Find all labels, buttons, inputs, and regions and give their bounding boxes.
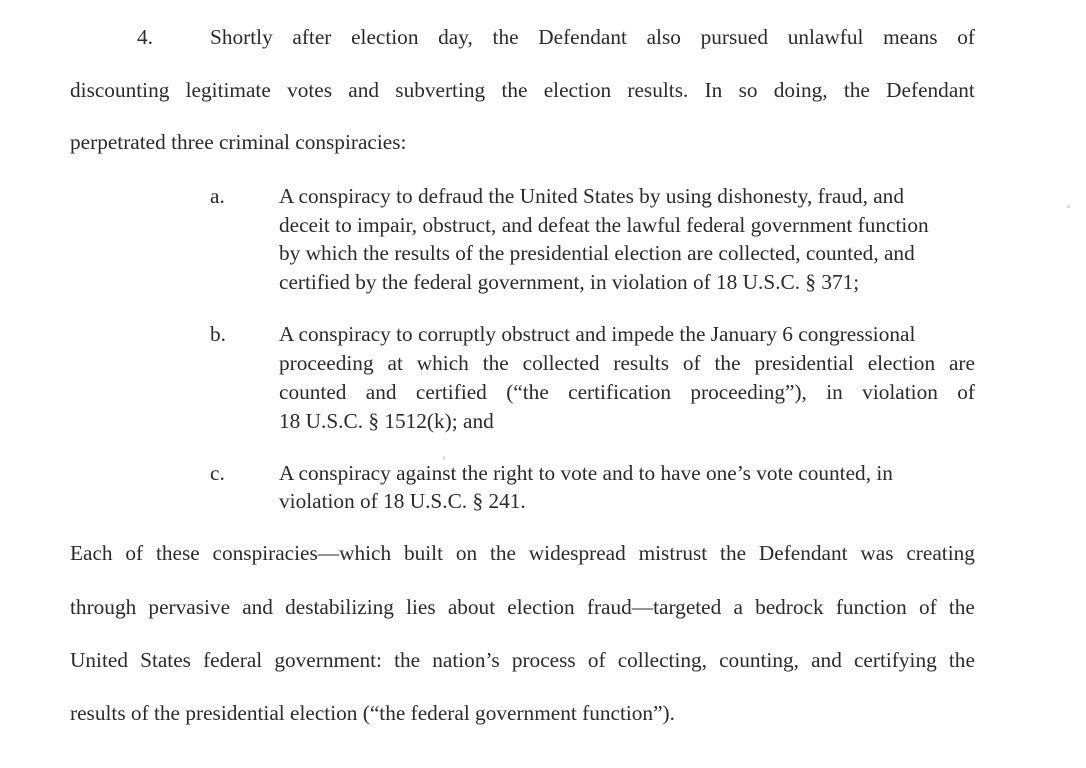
- closing-line-4: results of the presidential election (“the federal government function”).: [70, 701, 675, 725]
- word: the: [489, 541, 516, 565]
- item-a-line-1: A conspiracy to defraud the United States by using dishonesty, fraud, and: [279, 184, 904, 208]
- word: Defendant: [886, 78, 975, 102]
- word: Shortly: [210, 25, 273, 49]
- word: doing,: [773, 78, 828, 102]
- item-a-line-2: deceit to impair, obstruct, and defeat the lawful federal government function: [279, 213, 929, 237]
- word: so: [738, 78, 758, 102]
- word: nation’s: [432, 648, 500, 672]
- word: the: [394, 648, 421, 672]
- word: certification: [568, 380, 672, 404]
- word: election: [507, 595, 575, 619]
- word: bedrock: [755, 595, 824, 619]
- word: the: [948, 595, 975, 619]
- word: of: [125, 541, 144, 565]
- word: of: [957, 25, 975, 49]
- word: discounting: [70, 78, 170, 102]
- word: United: [70, 648, 128, 672]
- word: and: [811, 648, 842, 672]
- item-b-line-2-justified: [279, 353, 975, 374]
- word: election: [867, 351, 936, 375]
- intro-line-1-justified: [210, 27, 975, 48]
- word: unlawful: [787, 25, 864, 49]
- word: subverting: [395, 78, 486, 102]
- word: Each: [70, 541, 113, 565]
- word: of: [957, 380, 975, 404]
- word: presidential: [754, 351, 854, 375]
- closing-line-1-justified: [70, 543, 975, 564]
- paragraph-number: 4.: [137, 25, 153, 49]
- word: and: [365, 380, 397, 404]
- word: fraud—targeted: [586, 595, 722, 619]
- item-a-line-4: certified by the federal government, in violation of 18 U.S.C. § 371;: [279, 270, 860, 294]
- word: the: [492, 25, 519, 49]
- word: (“the: [506, 380, 549, 404]
- item-a-line-3: by which the results of the presidential election are collected, counted, and: [279, 241, 915, 265]
- word: in: [826, 380, 843, 404]
- scan-speck: [443, 456, 445, 460]
- closing-line-2-justified: [70, 597, 975, 618]
- word: legitimate: [185, 78, 271, 102]
- word: at: [387, 351, 403, 375]
- word: government:: [274, 648, 382, 672]
- item-b-line-1: A conspiracy to corruptly obstruct and impede the January 6 congressional: [279, 322, 916, 346]
- item-c-line-1: A conspiracy against the right to vote and to have one’s vote counted, in: [279, 461, 893, 485]
- word: proceeding: [279, 351, 374, 375]
- word: process: [511, 648, 576, 672]
- word: widespread: [528, 541, 626, 565]
- word: about: [447, 595, 496, 619]
- word: of: [587, 648, 606, 672]
- list-marker-b: b.: [210, 322, 226, 346]
- word: built: [403, 541, 444, 565]
- word: States: [140, 648, 191, 672]
- word: day,: [438, 25, 473, 49]
- word: means: [883, 25, 938, 49]
- word: collected: [522, 351, 600, 375]
- word: the: [720, 541, 747, 565]
- word: destabilizing: [285, 595, 394, 619]
- word: on: [455, 541, 478, 565]
- word: collecting,: [617, 648, 707, 672]
- word: pursued: [700, 25, 769, 49]
- word: In: [704, 78, 723, 102]
- word: of: [682, 351, 701, 375]
- word: the: [843, 78, 870, 102]
- word: the: [714, 351, 741, 375]
- word: the: [948, 648, 975, 672]
- word: and: [348, 78, 380, 102]
- word: results.: [627, 78, 689, 102]
- word: function: [835, 595, 907, 619]
- word: pervasive: [148, 595, 231, 619]
- word: results: [613, 351, 669, 375]
- word: lies: [406, 595, 436, 619]
- word: proceeding”),: [690, 380, 807, 404]
- word: the: [501, 78, 528, 102]
- word: mistrust: [638, 541, 708, 565]
- word: these: [155, 541, 200, 565]
- word: of: [918, 595, 937, 619]
- word: violation: [862, 380, 938, 404]
- word: after: [292, 25, 332, 49]
- item-b-line-3-justified: [279, 382, 975, 403]
- word: counting,: [719, 648, 799, 672]
- intro-line-2-justified: [70, 80, 975, 101]
- word: the: [482, 351, 509, 375]
- word: certifying: [853, 648, 937, 672]
- word: counted: [279, 380, 347, 404]
- word: are: [948, 351, 975, 375]
- list-marker-c: c.: [210, 461, 225, 485]
- scan-speck: [1067, 205, 1070, 208]
- word: through: [70, 595, 137, 619]
- word: election: [543, 78, 612, 102]
- word: election: [351, 25, 419, 49]
- word: and: [242, 595, 273, 619]
- word: certified: [415, 380, 487, 404]
- closing-line-3-justified: [70, 650, 975, 671]
- list-marker-a: a.: [210, 184, 225, 208]
- word: votes: [287, 78, 333, 102]
- word: which: [416, 351, 469, 375]
- word: Defendant: [758, 541, 848, 565]
- word: creating: [906, 541, 975, 565]
- word: was: [860, 541, 894, 565]
- word: Defendant: [538, 25, 627, 49]
- word: conspiracies—which: [212, 541, 392, 565]
- item-b-line-4: 18 U.S.C. § 1512(k); and: [279, 409, 494, 433]
- word: also: [646, 25, 681, 49]
- word: a: [733, 595, 743, 619]
- word: federal: [203, 648, 263, 672]
- item-c-line-2: violation of 18 U.S.C. § 241.: [279, 489, 526, 513]
- intro-line-3: perpetrated three criminal conspiracies:: [70, 130, 407, 154]
